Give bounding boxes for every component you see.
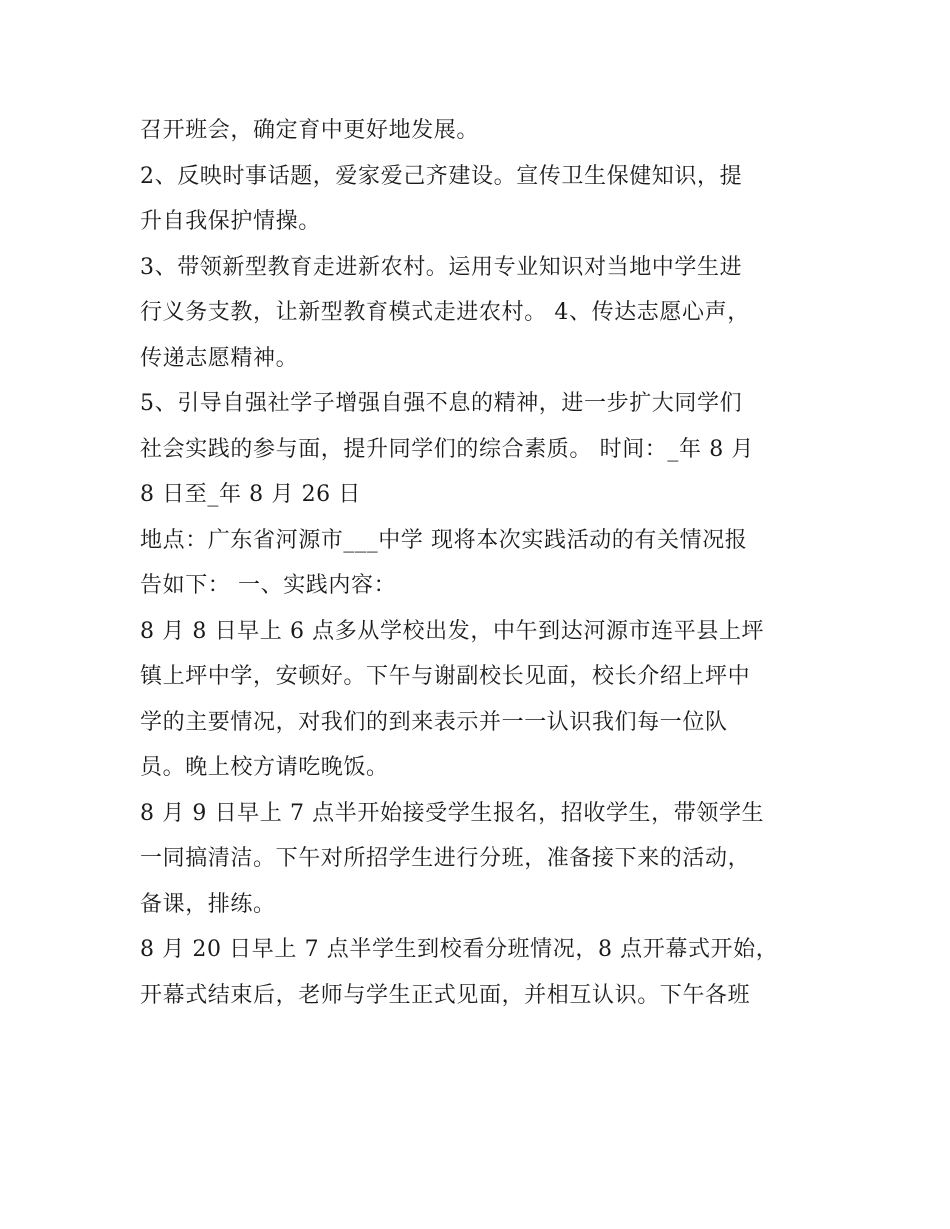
text-line: 5、引导自强社学子增强自强不息的精神，进一步扩大同学们 (140, 391, 743, 416)
text-line: 传递志愿精神。 (140, 345, 299, 371)
text-line: 8 月 20 日早上 7 点半学生到校看分班情况，8 点开幕式开始， (140, 937, 779, 962)
text-line: 镇上坪中学，安顿好。下午与谢副校长见面，校长介绍上坪中 (140, 664, 751, 689)
text-line: 备课，排练。 (140, 891, 276, 917)
text-line: 一同搞清洁。下午对所招学生进行分班，准备接下来的活动， (140, 846, 751, 871)
text-line: 员。晚上校方请吃晚饭。 (140, 755, 389, 780)
text-line: 开幕式结束后，老师与学生正式见面，并相互认识。下午各班 (140, 982, 751, 1008)
text-line: 8 月 9 日早上 7 点半开始接受学生报名，招收学生，带领学生 (140, 800, 765, 826)
text-line: 8 月 8 日早上 6 点多从学校出发，中午到达河源市连平县上坪 (140, 618, 765, 644)
text-line: 2、反映时事话题，爱家爱己齐建设。宣传卫生保健知识，提 (140, 163, 743, 189)
text-line: 升自我保护情操。 (140, 209, 321, 234)
text-line: 召开班会，确定育中更好地发展。 (140, 118, 480, 143)
document-body (140, 108, 830, 1018)
text-line: 行义务支教，让新型教育模式走进农村。 4、传达志愿心声， (140, 300, 750, 325)
text-line: 社会实践的参与面，提升同学们的综合素质。 时间：_年 8 月 (140, 436, 754, 462)
text-line: 3、带领新型教育走进新农村。运用专业知识对当地中学生进 (140, 254, 743, 280)
text-line: 8 日至_年 8 月 26 日 (140, 482, 361, 507)
text-line: 地点：广东省河源市___中学 现将本次实践活动的有关情况报 (140, 527, 748, 553)
text-line: 学的主要情况，对我们的到来表示并一一认识我们每一位队 (140, 709, 728, 735)
text-line: 告如下： 一、实践内容： (140, 573, 397, 598)
